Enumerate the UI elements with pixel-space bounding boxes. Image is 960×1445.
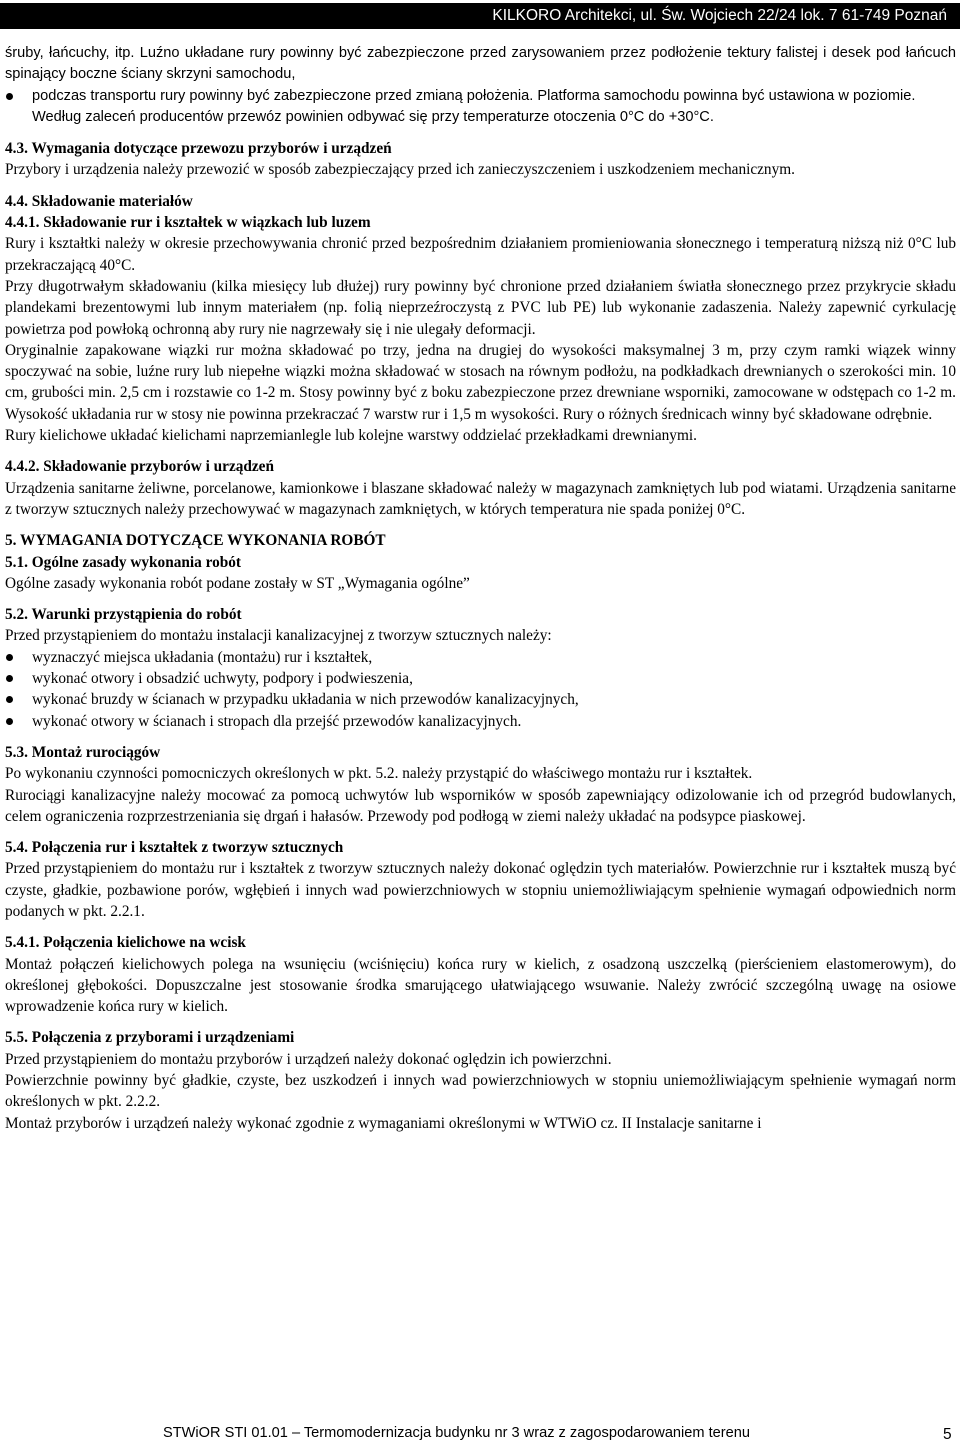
paragraph: śruby, łańcuchy, itp. Luźno układane rury powinny być zabezpieczone przed zarysowaniem przez podłożenie tektury falistej i desek pod łańcuch spinający boczne ściany skrzyni samochodu, [5,45,956,83]
page-header: KILKORO Architekci, ul. Św. Wojciech 22/24 lok. 7 61-749 Poznań [0,3,960,29]
footer-text: STWiOR STI 01.01 – Termomodernizacja budynku nr 3 wraz z zagospodarowaniem terenu [163,1425,750,1441]
paragraph: Według zaleceń producentów przewóz powinien odbywać się przy temperaturze otoczenia 0°C do +30°C. [32,108,714,125]
list-item: wykonać otwory w ścianach i stropach dla przejść przewodów kanalizacyjnych. [5,711,956,732]
subsection-heading: 4.4.1. Składowanie rur i kształtek w wiązkach lub luzem [5,214,371,232]
paragraph: Rury kielichowe układać kielichami naprzemianlegle lub kolejne warstwy oddzielać przekładkami drewnianymi. [5,427,697,445]
bullet-list [5,86,956,107]
paragraph: Ogólne zasady wykonania robót podane zostały w ST „Wymagania ogólne” [5,574,470,592]
section-heading: 5.3. Montaż rurociągów [5,743,161,761]
document-body [5,43,956,1134]
list-item: wykonać otwory i obsadzić uchwyty, podpory i podwieszenia, [5,668,956,689]
paragraph: Powierzchnie powinny być gładkie, czyste, bez uszkodzeń i innych wad powierzchniowych w stopniu uniemożliwiającym spełnienie wymagań norm określonych w pkt. 2.2.2. [5,1072,956,1111]
list-item: podczas transportu rury powinny być zabezpieczone przed zmianą położenia. Platforma samochodu powinna być ustawiona w poziomie. [5,86,956,107]
subsection-heading: 4.4.2. Składowanie przyborów i urządzeń [5,458,274,476]
section-heading: 5.4. Połączenia rur i kształtek z tworzyw sztucznych [5,839,344,857]
section-heading: 5.1. Ogólne zasady wykonania robót [5,553,242,571]
paragraph: Przed przystąpieniem do montażu rur i kształtek z tworzyw sztucznych należy dokonać oględzin tych materiałów. Powierzchnie rur i kształtek muszą być czyste, gładkie, pozbawione porów, wgłębień i innych wad powierzchniowych w stopniu uniemożliwiającym spełnienie wymagań odpowiednich norm podanych w pkt. 2.2.1. [5,860,956,920]
paragraph: Przed przystąpieniem do montażu instalacji kanalizacyjnej z tworzyw sztucznych należy: [5,627,552,645]
paragraph: Montaż przyborów i urządzeń należy wykonać zgodnie z wymaganiami określonymi w WTWiO cz. II Instalacje sanitarne i [5,1114,762,1132]
paragraph: Rury i kształtki należy w okresie przechowywania chronić przed bezpośrednim działaniem promieniowania słonecznego i temperaturą niższą niż 0°C lub przekraczającą 40°C. [5,235,956,274]
section-heading: 5.2. Warunki przystąpienia do robót [5,606,242,624]
paragraph: Montaż połączeń kielichowych polega na wsunięciu (wciśnięciu) końca rury w kielich, z osadzoną uszczelką (pierścieniem elastomerowym), do określonej głębokości. Dopuszczalne jest stosowanie środka smarującego ułatwiającego wsuwanie. Należy zwrócić szczególną uwagę na osiowe wprowadzenie końca rury w kielich. [5,955,956,1016]
page-footer [163,1424,953,1442]
section-heading: 5.5. Połączenia z przyborami i urządzeniami [5,1029,295,1047]
section-heading: 4.4. Składowanie materiałów [5,192,193,210]
bullet-list [5,647,956,732]
page-number: 5 [943,1426,952,1443]
paragraph: Przy długotrwałym składowaniu (kilka miesięcy lub dłużej) rury powinny być chronione przed działaniem światła słonecznego przez przykrycie składu plandekami brezentowymi lub innym materiałem (np. folią nieprzeźroczystą z PVC lub PE) lub wykonanie zadaszenia. Należy zapewnić cyrkulację powietrza pod powłoką ochronną aby rury nie nagrzewały się i nie ulegały deformacji. [5,277,956,338]
list-item: wyznaczyć miejsca układania (montażu) rur i kształtek, [5,647,956,668]
paragraph: Przybory i urządzenia należy przewozić w sposób zabezpieczający przed ich zanieczyszczeniem i uszkodzeniem mechanicznym. [5,161,795,179]
paragraph: Rurociągi kanalizacyjne należy mocować za pomocą uchwytów lub wsporników w sposób zapewniający odizolowanie ich od przegród budowlanych, celem ograniczenia rozprzestrzeniania się drgań i hałasów. Przewody pod podłogą w ziemi należy układać na podsypce piaskowej. [5,786,956,825]
section-heading: 4.3. Wymagania dotyczące przewozu przyborów i urządzeń [5,140,392,158]
paragraph: Przed przystąpieniem do montażu przyborów i urządzeń należy dokonać oględzin ich powierzchni. [5,1050,612,1068]
subsection-heading: 5.4.1. Połączenia kielichowe na wcisk [5,934,246,952]
paragraph: Oryginalnie zapakowane wiązki rur można składować po trzy, jedna na drugiej do wysokości maksymalnej 3 m, przy czym ramki wiązek winny spoczywać na sobie, luźne rury lub niepełne wiązki można składować w stosach na równym podłożu, na podkładkach drewnianych o szerokości min. 10 cm, grubości min. 2,5 cm i rozstawie co 1-2 m. Stosy powinny być z boku zabezpieczone przez drewniane wsporniki, zamocowane w odstępach co 1-2 m. Wysokość układania rur w stosy nie powinna przekraczać 7 warstw rur i 1,5 m wysokości. Rury o różnych średnicach winny być składowane odrębnie. [5,341,956,423]
paragraph: Po wykonaniu czynności pomocniczych określonych w pkt. 5.2. należy przystąpić do właściwego montażu rur i kształtek. [5,765,753,783]
paragraph: Urządzenia sanitarne żeliwne, porcelanowe, kamionkowe i blaszane składować należy w magazynach zamkniętych lub pod wiatami. Urządzenia sanitarne z tworzyw sztucznych należy przechowywać w magazynach zamkniętych, w których temperatura nie spada poniżej 0°C. [5,479,956,518]
chapter-heading: 5. WYMAGANIA DOTYCZĄCE WYKONANIA ROBÓT [5,532,386,550]
list-item: wykonać bruzdy w ścianach w przypadku układania w nich przewodów kanalizacyjnych, [5,689,956,710]
